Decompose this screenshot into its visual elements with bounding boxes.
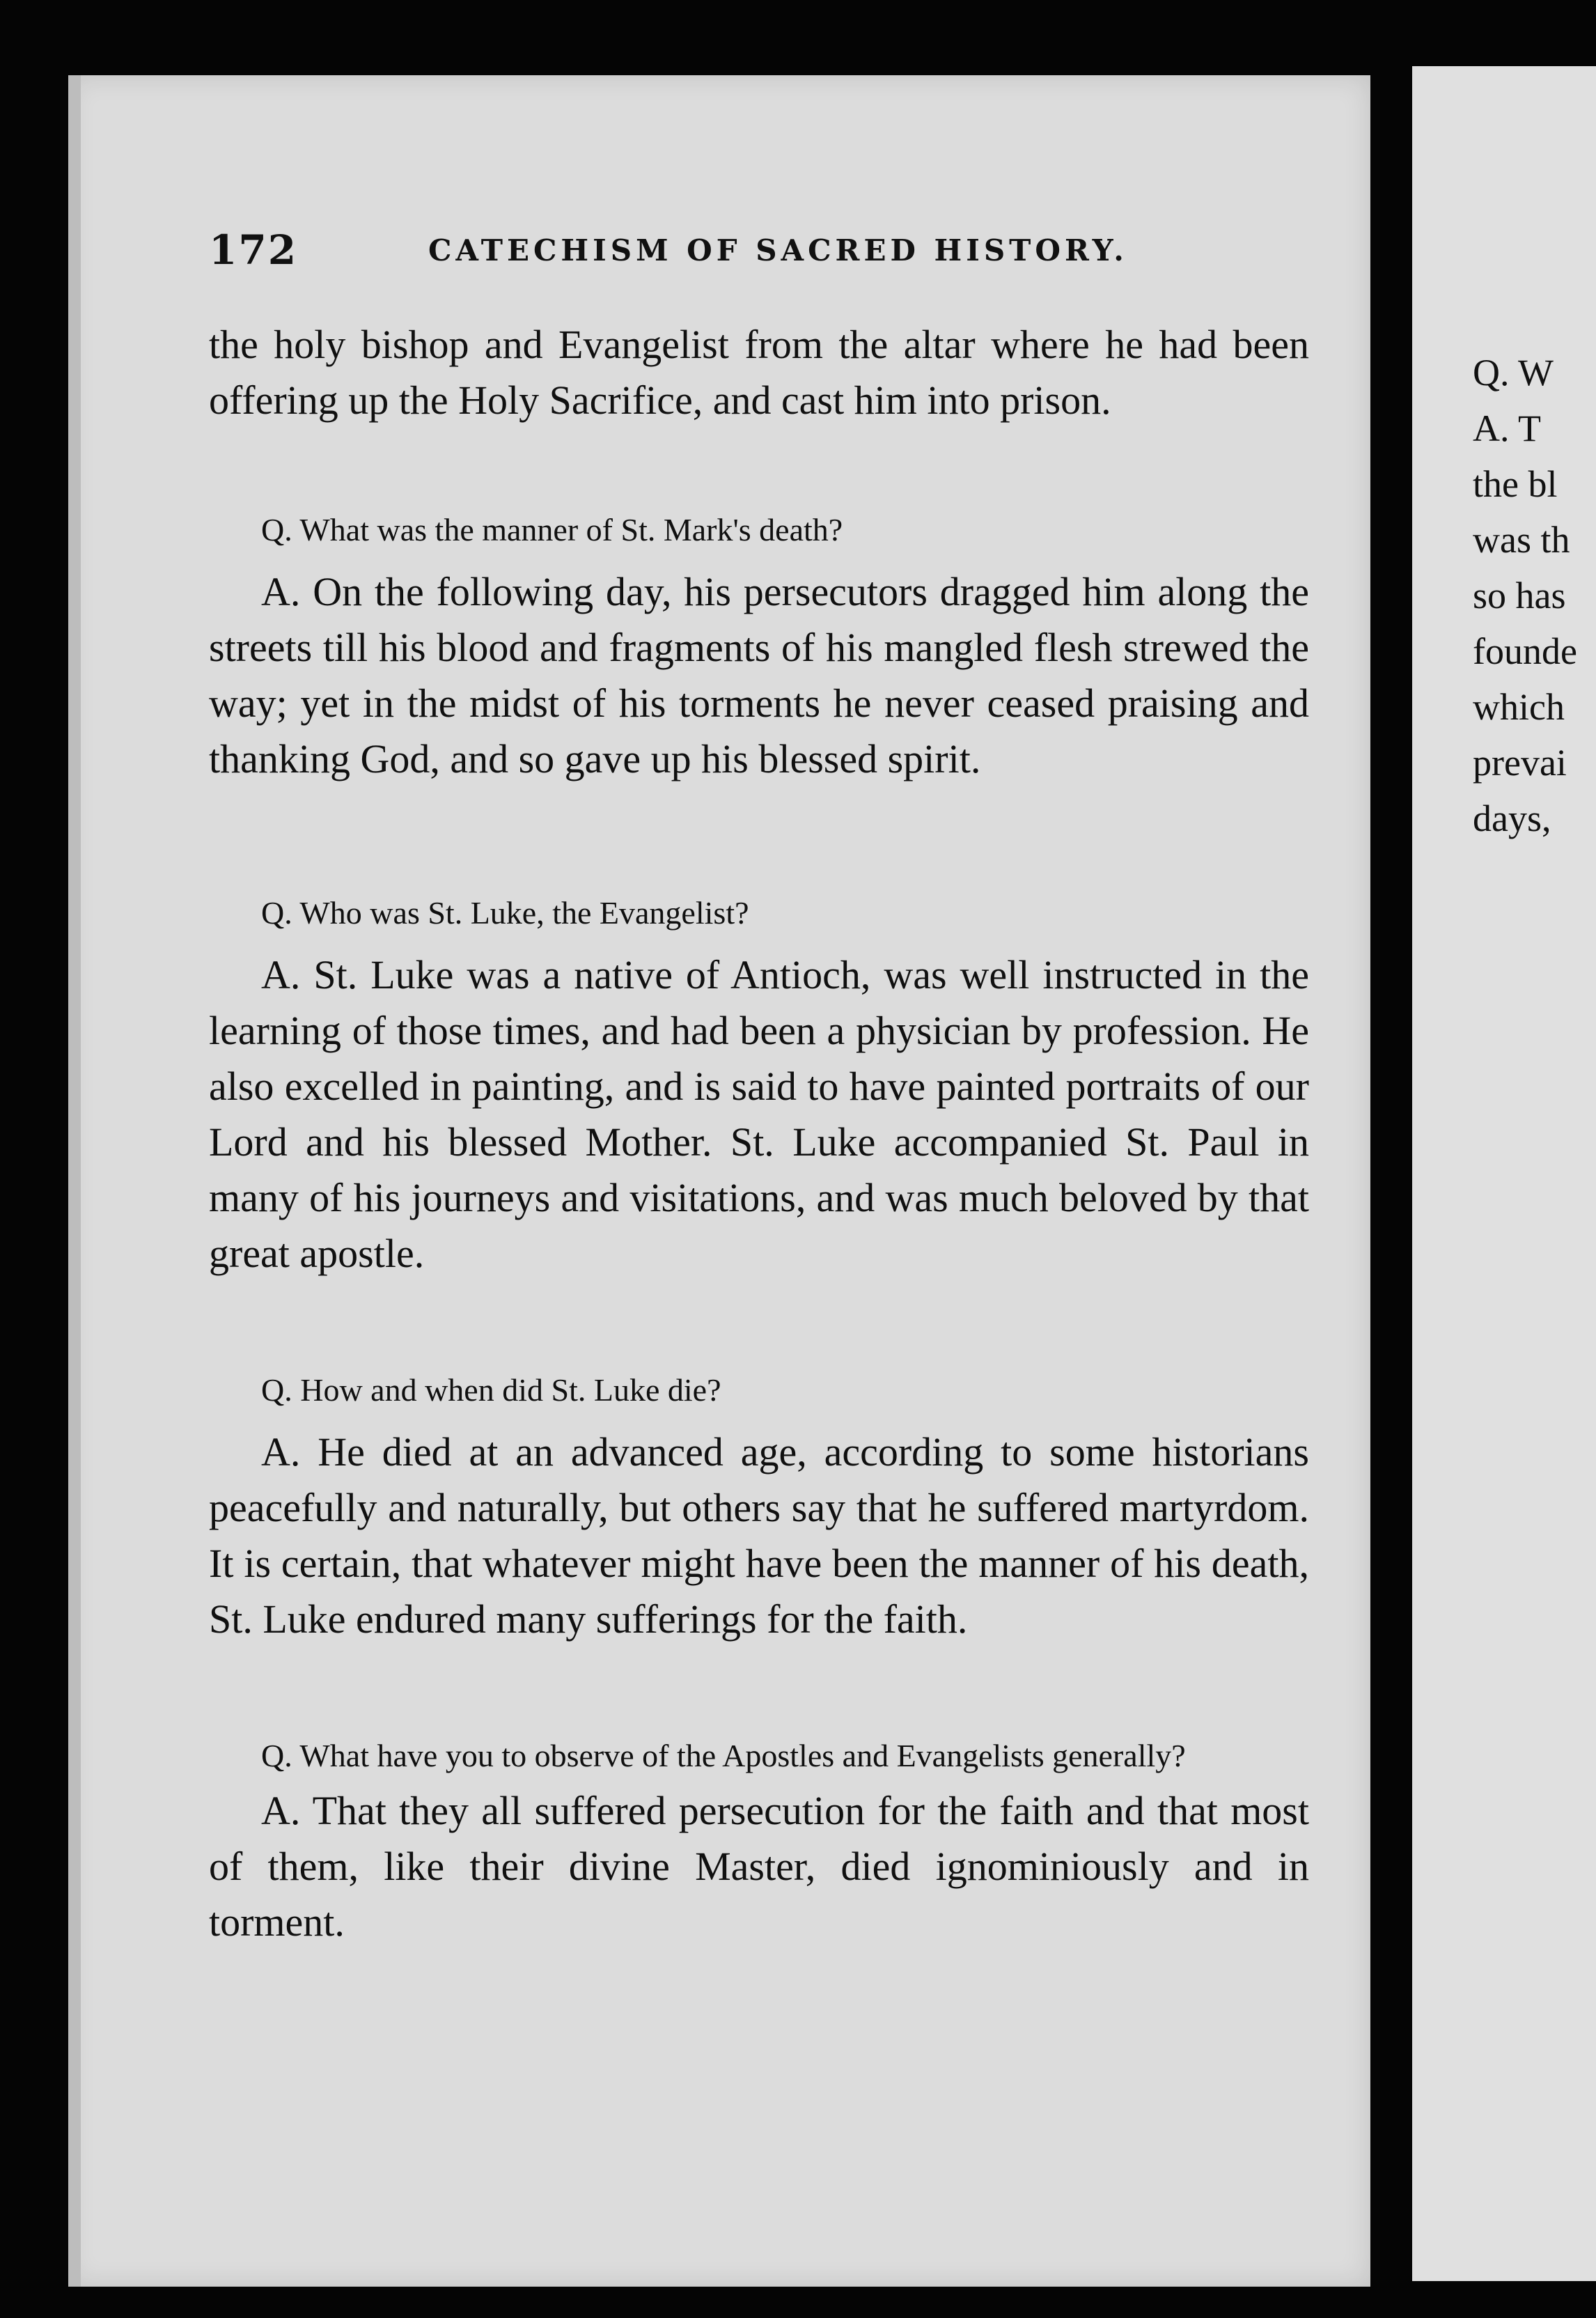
right-line: which	[1473, 686, 1565, 728]
qa-block-3	[209, 1369, 1309, 1647]
qa-block-4	[209, 1734, 1309, 1950]
right-line: the bl	[1473, 463, 1558, 505]
answer-1: A. On the following day, his persecutors dragged him along the streets till his blood and fragments of his mangled flesh strewed the way; yet in the midst of his torments he never ceased praising and thanking God, and so gave up his blessed spirit.	[209, 569, 1309, 781]
right-line: so has	[1473, 575, 1566, 616]
question-4: Q. What have you to observe of the Apostles and Evangelists generally?	[261, 1738, 1186, 1773]
right-line: founde	[1473, 630, 1577, 672]
qa-block-2	[209, 892, 1309, 1282]
answer-3: A. He died at an advanced age, according to some historians peacefully and naturally, but others say that he suffered martyrdom. It is certain, that whatever might have been the manner of his death, St. Luke endured many sufferings for the faith.	[209, 1429, 1309, 1642]
right-line: Q. W	[1473, 352, 1554, 394]
right-line: A. T	[1473, 407, 1542, 449]
question-3: Q. How and when did St. Luke die?	[261, 1372, 721, 1408]
continuation-text-block	[209, 317, 1309, 428]
right-line: was th	[1473, 519, 1570, 561]
page-number: 172	[209, 226, 298, 274]
right-line: prevai	[1473, 742, 1567, 784]
question-2: Q. Who was St. Luke, the Evangelist?	[261, 895, 749, 931]
question-1: Q. What was the manner of St. Mark's death?	[261, 512, 843, 547]
answer-4: A. That they all suffered persecution for the faith and that most of them, like their divine Master, died ignominiously and in torment.	[209, 1788, 1309, 1945]
continuation-paragraph: the holy bishop and Evangelist from the altar where he had been offering up the Holy Sacrifice, and cast him into prison.	[209, 322, 1309, 423]
page-header	[209, 226, 1309, 282]
running-title: CATECHISM OF SACRED HISTORY.	[428, 233, 1128, 267]
right-page-text	[1473, 345, 1596, 846]
page-edge-shadow	[68, 75, 81, 2287]
answer-2: A. St. Luke was a native of Antioch, was well instructed in the learning of those times, and had been a physician by profession. He also excelled in painting, and is said to have painted portraits of our Lord and his blessed Mother. St. Luke accompanied St. Paul in many of his journeys and visitations, and was much beloved by that great apostle.	[209, 952, 1309, 1276]
right-line: days,	[1473, 798, 1551, 839]
qa-block-1	[209, 508, 1309, 787]
